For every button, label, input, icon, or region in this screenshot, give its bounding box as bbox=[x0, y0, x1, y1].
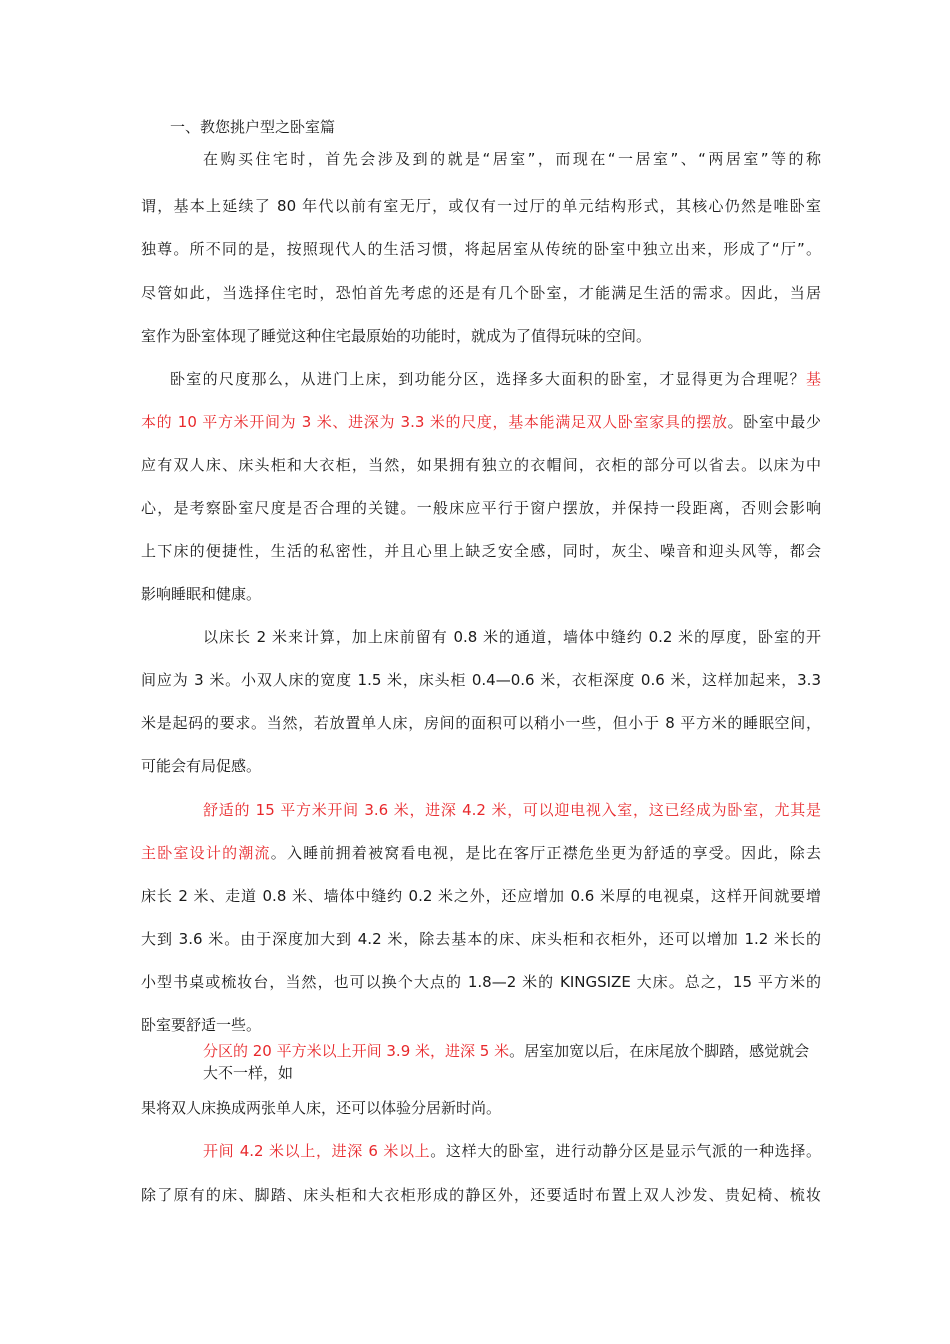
text-line bbox=[141, 1097, 821, 1119]
text-line bbox=[141, 238, 821, 260]
text-line bbox=[203, 1140, 821, 1162]
text-line bbox=[141, 842, 821, 864]
body-text: 应有双人床、床头柜和大衣柜，当然，如果拥有独立的衣帽间，衣柜的部分可以省去。以床为中 bbox=[141, 456, 821, 474]
highlighted-text: 主卧室设计的潮流 bbox=[141, 844, 271, 862]
highlighted-text: 分区的 20 平方米以上开间 3.9 米，进深 5 米 bbox=[203, 1042, 510, 1060]
body-text: 大到 3.6 米。由于深度加大到 4.2 米，除去基本的床、床头柜和衣柜外，还可以增加 1.2 米长的 bbox=[141, 930, 821, 948]
text-line bbox=[141, 712, 821, 734]
body-text: 。卧室中最少 bbox=[727, 413, 821, 431]
body-text: 小型书桌或梳妆台，当然，也可以换个大点的 1.8—2 米的 KINGSIZE 大床。总之，15 平方米的 bbox=[141, 973, 821, 991]
body-text: 上下床的便捷性，生活的私密性，并且心里上缺乏安全感，同时，灰尘、噪音和迎头风等，都会 bbox=[141, 542, 821, 560]
body-text: 独尊。所不同的是，按照现代人的生活习惯，将起居室从传统的卧室中独立出来，形成了“厅”。 bbox=[141, 240, 821, 258]
document-heading: 一、教您挑户型之卧室篇 bbox=[170, 118, 336, 136]
body-text: 心，是考察卧室尺度是否合理的关键。一般床应平行于窗户摆放，并保持一段距离，否则会影响 bbox=[141, 499, 821, 517]
text-line bbox=[141, 1184, 821, 1206]
body-text: 果将双人床换成两张单人床，还可以体验分居新时尚。 bbox=[141, 1099, 502, 1117]
body-text: 。这样大的卧室，进行动静分区是显示气派的一种选择。 bbox=[430, 1142, 821, 1160]
body-text: 以床长 2 米来计算，加上床前留有 0.8 米的通道，墙体中缝约 0.2 米的厚度，卧室的开 bbox=[203, 628, 821, 646]
body-text: 谓，基本上延续了 80 年代以前有室无厅，或仅有一过厅的单元结构形式，其核心仍然是唯卧室 bbox=[141, 197, 821, 215]
body-text: 影响睡眠和健康。 bbox=[141, 585, 262, 603]
body-text: 卧室要舒适一些。 bbox=[141, 1016, 262, 1034]
text-line bbox=[141, 971, 821, 993]
text-line bbox=[141, 669, 821, 691]
body-text: 床长 2 米、走道 0.8 米、墙体中缝约 0.2 米之外，还应增加 0.6 米厚的电视桌，这样开间就要增 bbox=[141, 887, 821, 905]
body-text: 米是起码的要求。当然，若放置单人床，房间的面积可以稍小一些，但小于 8 平方米的睡眠空间， bbox=[141, 714, 821, 732]
body-text: 在购买住宅时，首先会涉及到的就是“居室”，而现在“一居室”、“两居室”等的称 bbox=[203, 150, 821, 168]
body-text: 室作为卧室体现了睡觉这种住宅最原始的功能时，就成为了值得玩味的空间。 bbox=[141, 327, 652, 345]
text-line bbox=[141, 195, 821, 217]
highlighted-text: 开间 4.2 米以上，进深 6 米以上 bbox=[203, 1142, 431, 1160]
text-line bbox=[141, 411, 821, 433]
highlighted-text: 舒适的 15 平方米开间 3.6 米，进深 4.2 米，可以迎电视入室，这已经成为卧室，尤其是 bbox=[203, 801, 821, 819]
text-line bbox=[203, 626, 821, 648]
text-line bbox=[141, 583, 821, 605]
text-line bbox=[170, 368, 821, 390]
body-text: 卧室的尺度那么，从进门上床，到功能分区，选择多大面积的卧室，才显得更为合理呢？ bbox=[170, 370, 806, 388]
text-line bbox=[141, 282, 821, 304]
body-text: 。居室加宽以后，在床尾放个脚踏，感觉就会大不一样，如 bbox=[203, 1042, 810, 1082]
text-line bbox=[141, 928, 821, 950]
text-line bbox=[141, 885, 821, 907]
text-line bbox=[141, 1014, 821, 1036]
highlighted-text: 本的 10 平方米开间为 3 米、进深为 3.3 米的尺度，基本能满足双人卧室家具的摆放 bbox=[141, 413, 728, 431]
highlighted-text: 基 bbox=[805, 370, 821, 388]
body-text: 。入睡前拥着被窝看电视，是比在客厅正襟危坐更为舒适的享受。因此，除去 bbox=[270, 844, 821, 862]
text-line bbox=[141, 497, 821, 519]
text-line bbox=[141, 540, 821, 562]
text-line bbox=[141, 325, 821, 347]
body-text: 间应为 3 米。小双人床的宽度 1.5 米，床头柜 0.4—0.6 米，衣柜深度 0.6 米，这样加起来，3.3 bbox=[141, 671, 821, 689]
text-line bbox=[203, 148, 821, 170]
text-line bbox=[203, 799, 821, 821]
body-text: 可能会有局促感。 bbox=[141, 757, 262, 775]
body-text: 尽管如此，当选择住宅时，恐怕首先考虑的还是有几个卧室，才能满足生活的需求。因此，当居 bbox=[141, 284, 821, 302]
body-text: 除了原有的床、脚踏、床头柜和大衣柜形成的静区外，还要适时布置上双人沙发、贵妃椅、梳妆 bbox=[141, 1186, 821, 1204]
text-line bbox=[141, 755, 821, 777]
text-line bbox=[203, 1040, 821, 1084]
text-line bbox=[141, 454, 821, 476]
